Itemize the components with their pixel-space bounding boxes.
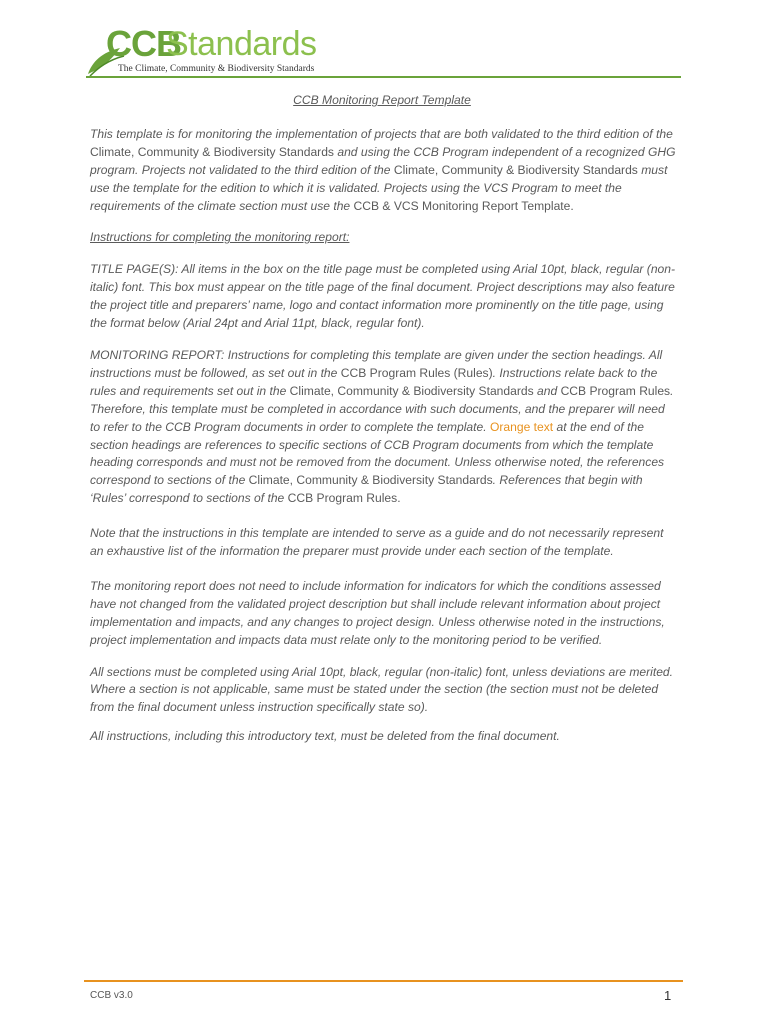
ccb-standards-logo	[86, 22, 326, 78]
orange-text-sample: Orange text	[489, 419, 554, 434]
sections-paragraph: All sections must be completed using Arial 10pt, black, regular (non-italic) font, unless deviations are merited. Where a section is not applicable, same must be stated under the section (the section must not be deleted from the final document unless instruction specifically state so).	[90, 664, 674, 715]
instructions-heading: Instructions for completing the monitoring report:	[90, 230, 350, 245]
closing-paragraph: All instructions, including this introductory text, must be deleted from the final document.	[90, 729, 560, 744]
logo-standards-text: Standards	[166, 25, 317, 63]
logo-tagline: The Climate, Community & Biodiversity Standards	[118, 64, 315, 74]
page-number: 1	[664, 988, 672, 1003]
header-divider	[86, 76, 681, 78]
footer-version: CCB v3.0	[90, 990, 133, 1001]
footer-divider	[84, 980, 683, 982]
intro-paragraph: This template is for monitoring the implementation of projects that are both validated to the third edition of the Climate, Community & Biodiversity Standards and using the CCB Program independent of a recognized GHG program. Projects not validated to the third edition of the Climate, Community & Biodiversity Standards must use the template for the edition to which it is validated. Projects using the VCS Program to meet the requirements of the climate section must use the CCB & VCS Monitoring Report Template.	[90, 126, 676, 213]
document-title: CCB Monitoring Report Template	[293, 93, 471, 107]
monitoring-scope-paragraph: The monitoring report does not need to include information for indicators for which the conditions assessed have not changed from the validated project description but shall include relevant information about project implementation and impacts, and any changes to project design. Unless otherwise noted in the instructions, project implementation and impacts data must relate only to the monitoring period to be verified.	[90, 578, 665, 647]
note-paragraph: Note that the instructions in this template are intended to serve as a guide and do not necessarily represent an exhaustive list of the information the preparer must provide under each section of the template.	[90, 526, 664, 559]
monitoring-report-paragraph: MONITORING REPORT: Instructions for completing this template are given under the section headings. All instructions must be followed, as set out in the CCB Program Rules (Rules). Instructions relate back to the rules and requirements set out in the Climate, Community & Biodiversity Standards and CCB Program Rules. Therefore, this template must be completed in accordance with such documents, and the preparer will need to refer to the CCB Program documents in order to complete the template. Orange text at the end of the section headings are references to specific sections of CCB Program documents from which the template heading corresponds and must not be removed from the document. Unless otherwise noted, the references correspond to sections of the Climate, Community & Biodiversity Standards. References that begin with ‘Rules’ correspond to sections of the CCB Program Rules.	[90, 347, 674, 506]
logo-ccb-text: CCB	[106, 23, 181, 64]
document-body	[90, 92, 678, 760]
title-page-paragraph: TITLE PAGE(S): All items in the box on the title page must be completed using Arial 10pt, black, regular (non-italic) font. This box must appear on the title page of the final document. Project descriptions may also feature the project title and preparers’ name, logo and contact information more prominently on the title page, using the format below (Arial 24pt and Arial 11pt, black, regular font).	[90, 262, 676, 331]
